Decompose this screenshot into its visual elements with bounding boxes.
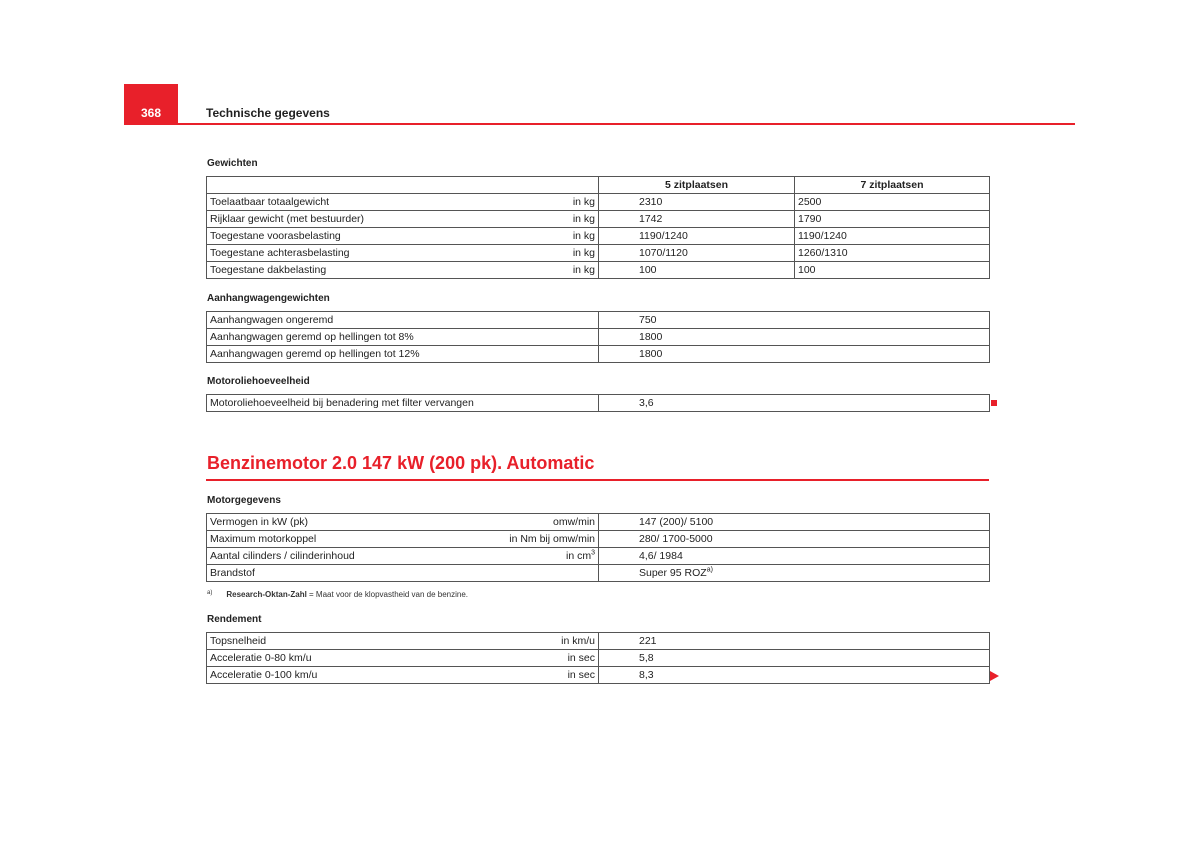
footnote-text: = Maat voor de klopvastheid van de benzine. — [306, 590, 469, 599]
value-7-seats: 100 — [795, 262, 990, 279]
footnote — [207, 590, 468, 599]
row-label: Maximum motorkoppel — [207, 531, 487, 548]
value-7-seats: 1190/1240 — [795, 228, 990, 245]
table-row — [207, 228, 990, 245]
section-rule — [206, 479, 989, 481]
table-row — [207, 346, 990, 363]
row-unit: in kg — [507, 211, 599, 228]
row-label: Vermogen in kW (pk) — [207, 514, 487, 531]
unit-superscript: 3 — [591, 549, 595, 557]
table-row — [207, 667, 990, 684]
row-unit: in sec — [487, 650, 599, 667]
row-unit: in kg — [507, 245, 599, 262]
row-unit: in kg — [507, 194, 599, 211]
performance-table — [206, 632, 990, 684]
row-unit: omw/min — [487, 514, 599, 531]
oil-heading: Motoroliehoeveelheid — [207, 376, 310, 387]
row-label: Toegestane voorasbelasting — [207, 228, 507, 245]
row-value: 280/ 1700-5000 — [599, 531, 990, 548]
row-value — [599, 565, 990, 582]
row-unit — [487, 548, 599, 565]
row-unit: in km/u — [487, 633, 599, 650]
row-label: Acceleratie 0-100 km/u — [207, 667, 487, 684]
row-unit — [487, 565, 599, 582]
value-5-seats: 1070/1120 — [599, 245, 795, 262]
value-text: Super 95 ROZ — [639, 567, 707, 579]
row-label: Acceleratie 0-80 km/u — [207, 650, 487, 667]
weights-heading: Gewichten — [207, 158, 258, 169]
table-row — [207, 650, 990, 667]
footnote-mark: a) — [207, 590, 213, 596]
row-value: 4,6/ 1984 — [599, 548, 990, 565]
row-label: Toelaatbaar totaalgewicht — [207, 194, 507, 211]
row-label: Toegestane achterasbelasting — [207, 245, 507, 262]
table-row — [207, 565, 990, 582]
trailer-heading: Aanhangwagengewichten — [207, 293, 330, 304]
row-unit: in sec — [487, 667, 599, 684]
column-header-7-seats: 7 zitplaatsen — [795, 177, 990, 194]
section-title: Benzinemotor 2.0 147 kW (200 pk). Automatic — [207, 453, 595, 473]
table-row — [207, 633, 990, 650]
row-unit: in kg — [507, 262, 599, 279]
table-row — [207, 329, 990, 346]
table-row — [207, 262, 990, 279]
value-7-seats: 2500 — [795, 194, 990, 211]
value-5-seats: 1742 — [599, 211, 795, 228]
value-7-seats: 1260/1310 — [795, 245, 990, 262]
row-value: 147 (200)/ 5100 — [599, 514, 990, 531]
running-head: Technische gegevens — [206, 106, 330, 120]
value-5-seats: 100 — [599, 262, 795, 279]
end-square-icon — [991, 400, 997, 406]
row-value: 3,6 — [599, 395, 990, 412]
row-label: Brandstof — [207, 565, 487, 582]
footnote-ref: a) — [706, 566, 713, 574]
continue-arrow-icon — [990, 671, 999, 681]
table-row — [207, 312, 990, 329]
performance-heading: Rendement — [207, 614, 262, 625]
row-label: Aanhangwagen geremd op hellingen tot 12% — [207, 346, 599, 363]
table-row — [207, 245, 990, 262]
row-label: Motoroliehoeveelheid bij benadering met filter vervangen — [207, 395, 599, 412]
row-label: Rijklaar gewicht (met bestuurder) — [207, 211, 507, 228]
table-row — [207, 531, 990, 548]
table-row — [207, 194, 990, 211]
engine-table — [206, 513, 990, 582]
value-7-seats: 1790 — [795, 211, 990, 228]
header-rule — [124, 123, 1075, 125]
row-label: Toegestane dakbelasting — [207, 262, 507, 279]
table-row — [207, 548, 990, 565]
table-row — [207, 211, 990, 228]
footnote-term: Research-Oktan-Zahl — [226, 590, 307, 599]
row-value: 750 — [599, 312, 990, 329]
row-value: 8,3 — [599, 667, 990, 684]
weights-table — [206, 176, 990, 279]
column-header-5-seats: 5 zitplaatsen — [599, 177, 795, 194]
table-row — [207, 395, 990, 412]
row-value: 1800 — [599, 329, 990, 346]
value-5-seats: 2310 — [599, 194, 795, 211]
engine-heading: Motorgegevens — [207, 495, 281, 506]
oil-table — [206, 394, 990, 412]
page-number: 368 — [140, 106, 162, 120]
trailer-table — [206, 311, 990, 363]
row-unit: in kg — [507, 228, 599, 245]
row-label: Aanhangwagen geremd op hellingen tot 8% — [207, 329, 599, 346]
unit-text: in cm — [566, 550, 592, 562]
row-label: Topsnelheid — [207, 633, 487, 650]
table-row — [207, 514, 990, 531]
table-header-empty — [207, 177, 599, 194]
row-value: 221 — [599, 633, 990, 650]
value-5-seats: 1190/1240 — [599, 228, 795, 245]
row-label: Aantal cilinders / cilinderinhoud — [207, 548, 487, 565]
row-unit: in Nm bij omw/min — [487, 531, 599, 548]
row-value: 5,8 — [599, 650, 990, 667]
table-header-row — [207, 177, 990, 194]
row-label: Aanhangwagen ongeremd — [207, 312, 599, 329]
row-value: 1800 — [599, 346, 990, 363]
